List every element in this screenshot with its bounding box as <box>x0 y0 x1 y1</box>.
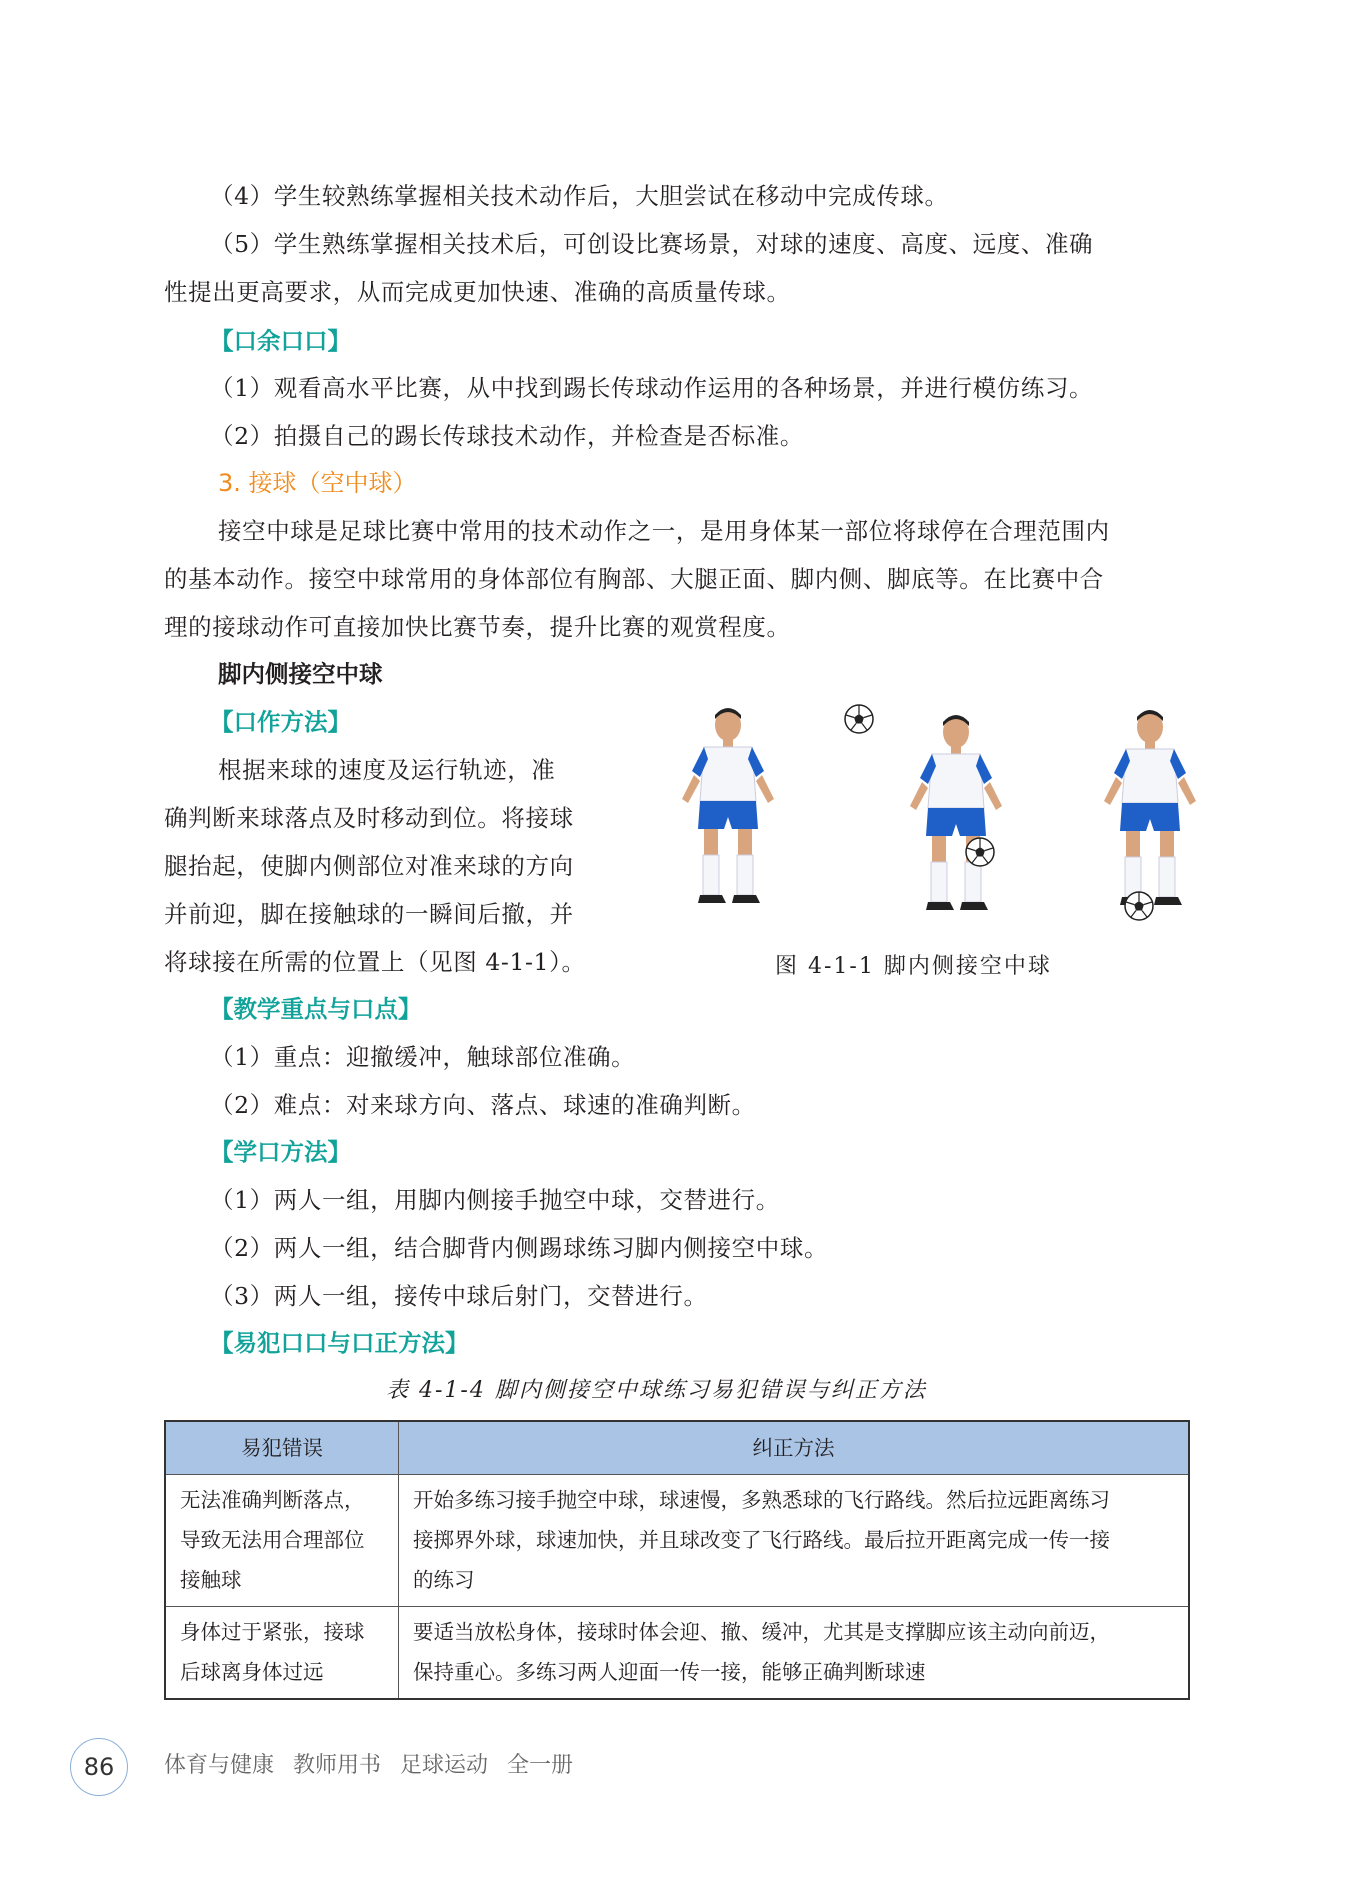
figure-inside-foot-receiving <box>660 695 1220 940</box>
table-row <box>165 1475 1189 1607</box>
cell-line: 无法准确判断落点， <box>180 1488 365 1512</box>
cell-line: 导致无法用合理部位 <box>180 1528 365 1552</box>
cell-line: 接触球 <box>180 1568 242 1592</box>
heading-extracurricular: 【口余口口】 <box>210 327 351 355</box>
figure-caption: 图 4-1-1 脚内侧接空中球 <box>775 954 1052 979</box>
intro-line-2: 的基本动作。接空中球常用的身体部位有胸部、大腿正面、脚内侧、脚底等。在比赛中合 <box>164 565 1104 593</box>
method-line-2: 确判断来球落点及时移动到位。将接球 <box>164 804 574 832</box>
method-line-1: 根据来球的速度及运行轨迹，准 <box>218 756 556 784</box>
heading-action-method: 【口作方法】 <box>210 708 351 736</box>
heading-learning-method: 【学口方法】 <box>210 1138 351 1166</box>
paragraph-step-4: （4）学生较熟练掌握相关技术动作后，大胆尝试在移动中完成传球。 <box>210 182 949 210</box>
method-line-3: 腿抬起，使脚内侧部位对准来球的方向 <box>164 852 574 880</box>
key-point-1: （1）重点：迎撤缓冲，触球部位准确。 <box>210 1043 636 1071</box>
table-cell-fix <box>399 1475 1190 1607</box>
table-cell-error <box>165 1607 399 1700</box>
cell-line: 接掷界外球，球速加快，并且球改变了飞行路线。最后拉开距离完成一传一接 <box>413 1528 1110 1552</box>
table-caption: 表 4-1-4 脚内侧接空中球练习易犯错误与纠正方法 <box>386 1378 927 1403</box>
subtitle-inside-foot: 脚内侧接空中球 <box>218 660 383 688</box>
learn-item-2: （2）两人一组，结合脚背内侧踢球练习脚内侧接空中球。 <box>210 1234 829 1262</box>
extra-item-1: （1）观看高水平比赛，从中找到踢长传球动作运用的各种场景，并进行模仿练习。 <box>210 374 1094 402</box>
cell-line: 开始多练习接手抛空中球，球速慢，多熟悉球的飞行路线。然后拉远距离练习 <box>413 1488 1110 1512</box>
paragraph-step-5-line2: 性提出更高要求，从而完成更加快速、准确的高质量传球。 <box>164 278 791 306</box>
cell-line: 后球离身体过远 <box>180 1660 324 1684</box>
table-cell-fix <box>399 1607 1190 1700</box>
table-header-fix: 纠正方法 <box>399 1421 1190 1475</box>
intro-line-3: 理的接球动作可直接加快比赛节奏，提升比赛的观赏程度。 <box>164 613 791 641</box>
table-header-error: 易犯错误 <box>165 1421 399 1475</box>
cell-line: 的练习 <box>413 1568 475 1592</box>
extra-item-2: （2）拍摄自己的踢长传球技术动作，并检查是否标准。 <box>210 422 804 450</box>
learn-item-1: （1）两人一组，用脚内侧接手抛空中球，交替进行。 <box>210 1186 780 1214</box>
cell-line: 身体过于紧张，接球 <box>180 1620 365 1644</box>
method-line-4: 并前迎，脚在接触球的一瞬间后撤，并 <box>164 900 574 928</box>
paragraph-step-5-line1: （5）学生熟练掌握相关技术后，可创设比赛场景，对球的速度、高度、远度、准确 <box>210 230 1094 258</box>
section-title-receiving: 3. 接球（空中球） <box>218 469 417 497</box>
page-number: 86 <box>70 1738 128 1796</box>
learn-item-3: （3）两人一组，接传中球后射门，交替进行。 <box>210 1282 708 1310</box>
cell-line: 要适当放松身体，接球时体会迎、撤、缓冲，尤其是支撑脚应该主动向前迈， <box>413 1620 1110 1644</box>
errors-table <box>164 1420 1190 1700</box>
table-header-row <box>165 1421 1189 1475</box>
heading-common-errors: 【易犯口口与口正方法】 <box>210 1329 469 1357</box>
footer-book-title: 体育与健康 教师用书 足球运动 全一册 <box>164 1753 573 1778</box>
cell-line: 保持重心。多练习两人迎面一传一接，能够正确判断球速 <box>413 1660 926 1684</box>
key-point-2: （2）难点：对来球方向、落点、球速的准确判断。 <box>210 1091 756 1119</box>
table-cell-error <box>165 1475 399 1607</box>
intro-line-1: 接空中球是足球比赛中常用的技术动作之一，是用身体某一部位将球停在合理范围内 <box>218 517 1110 545</box>
method-line-5: 将球接在所需的位置上（见图 4-1-1）。 <box>164 948 586 976</box>
table-row <box>165 1607 1189 1700</box>
heading-teaching-key-points: 【教学重点与口点】 <box>210 995 422 1023</box>
